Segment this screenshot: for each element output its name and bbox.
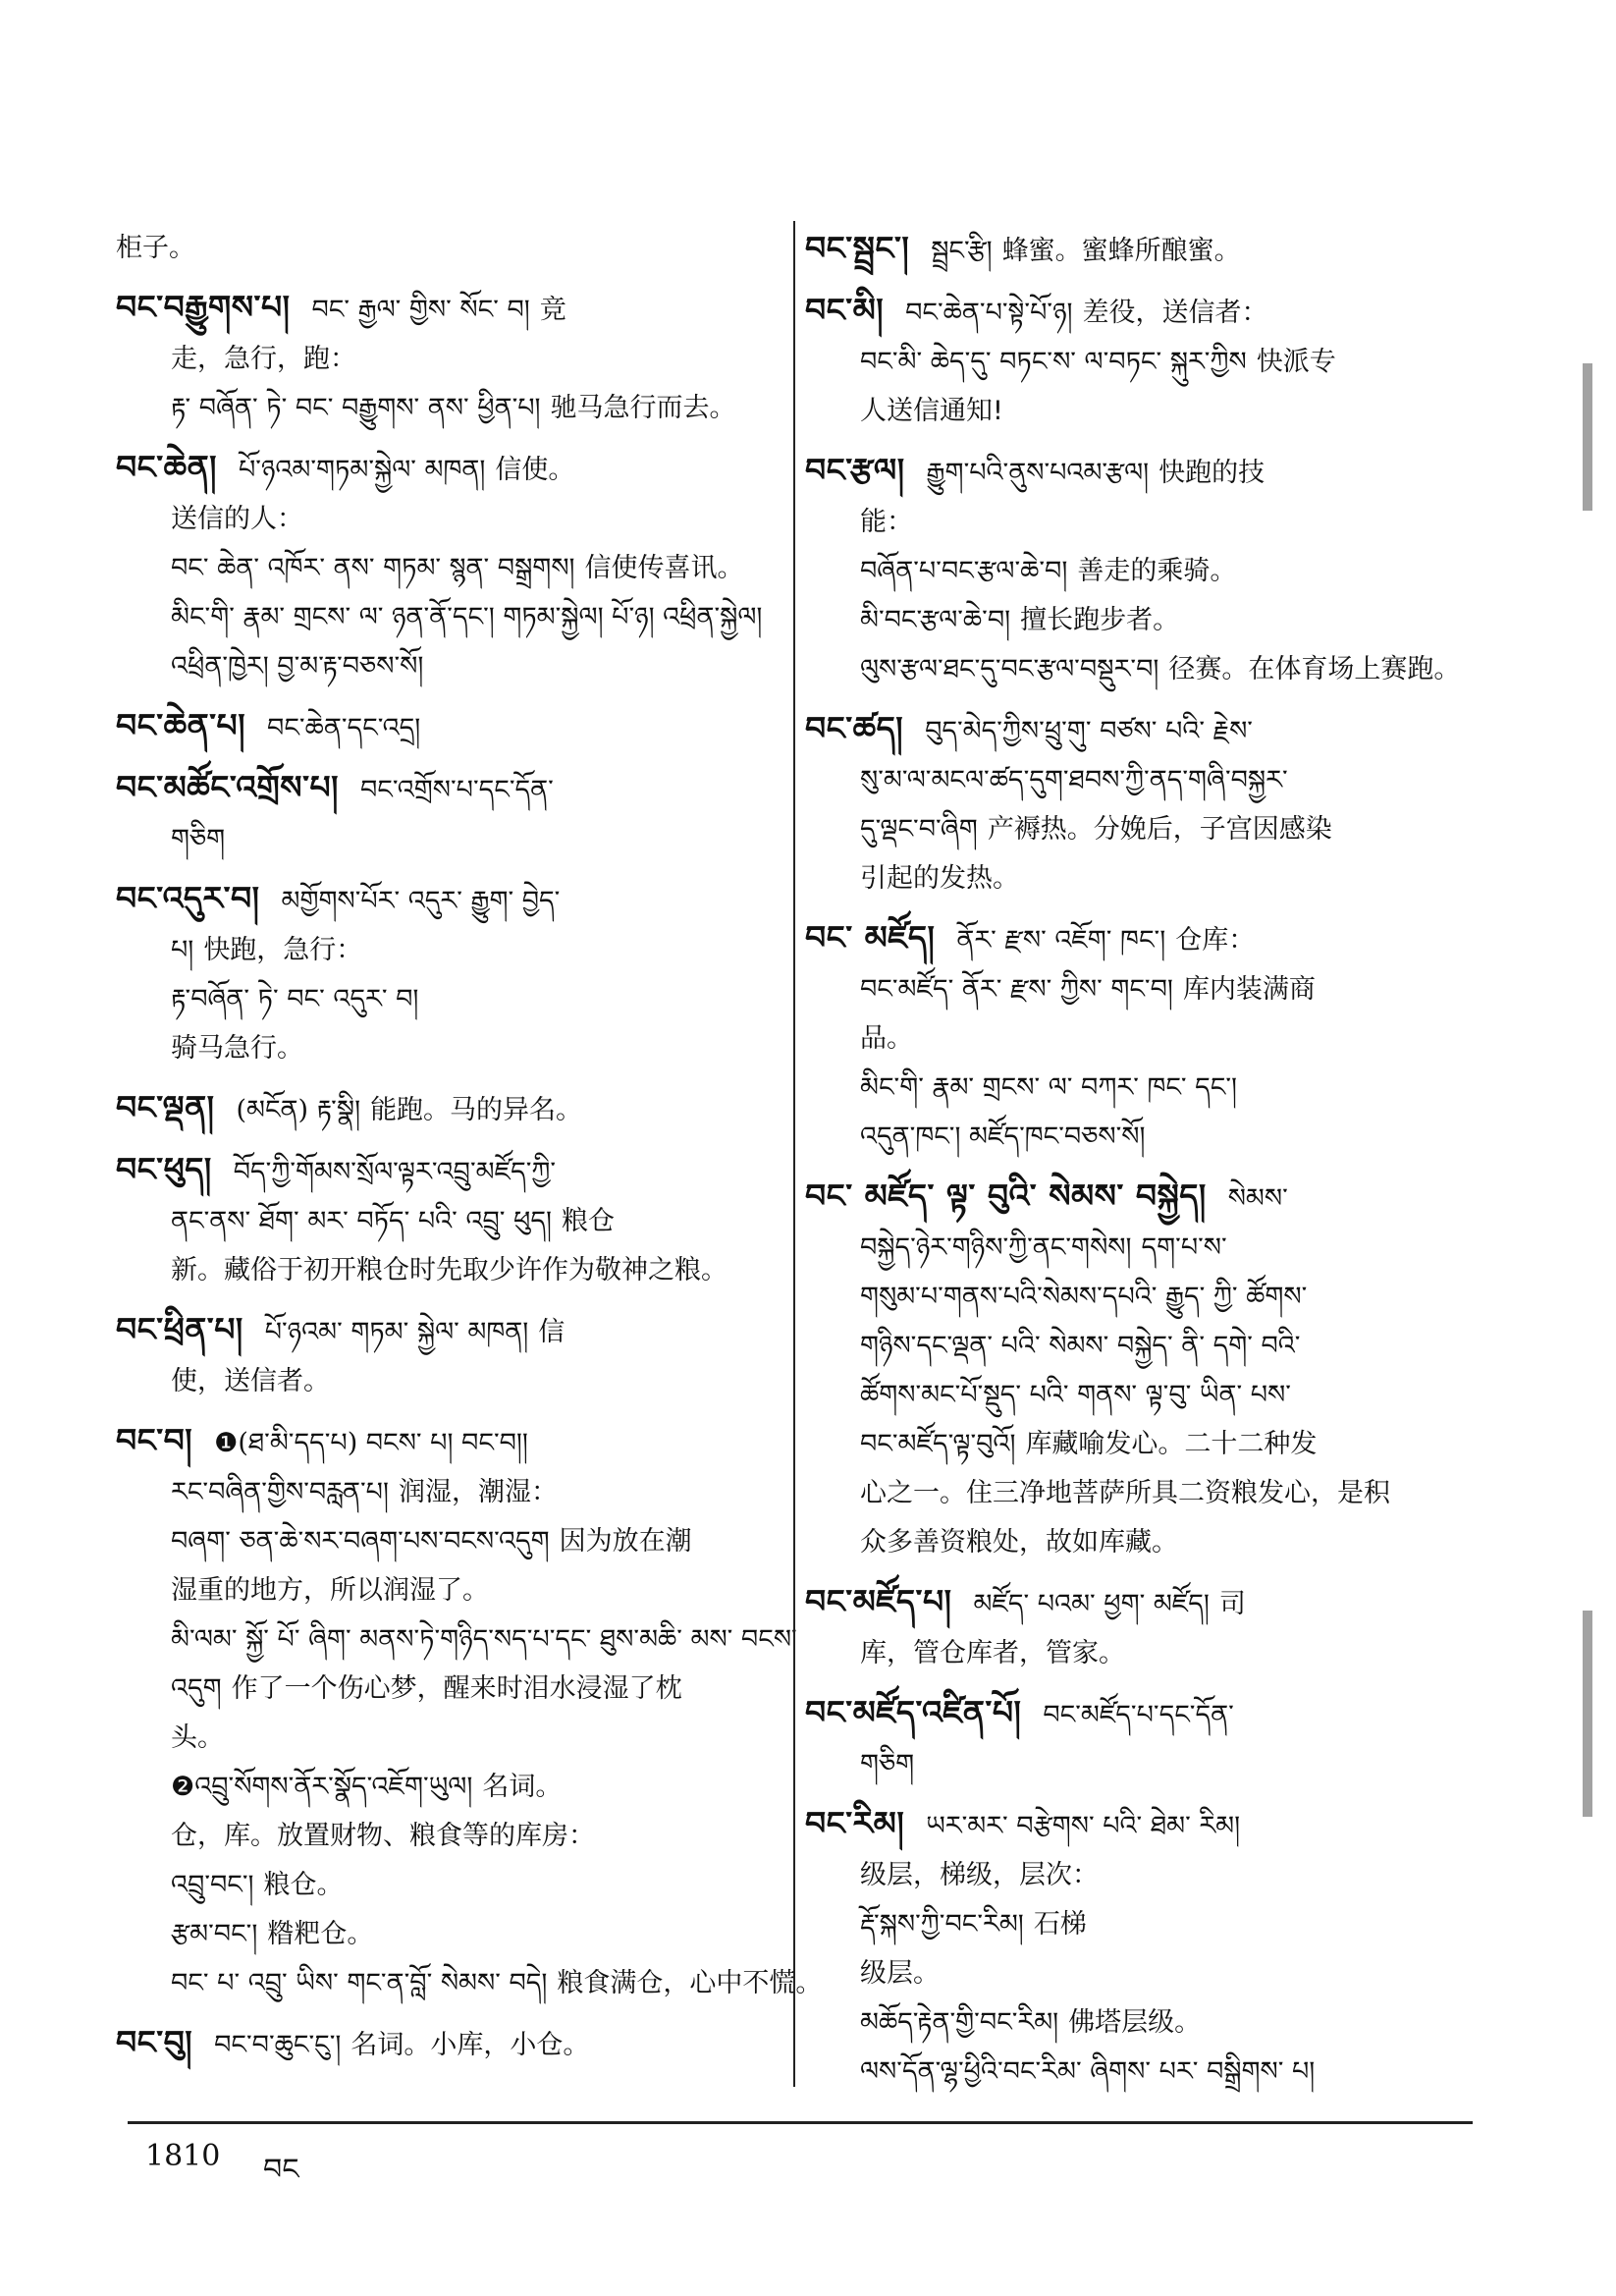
entry-headword: བང་འདུར་བ། [116, 879, 260, 917]
chinese-gloss: 心之一。住三净地菩萨所具二资粮发心，是积 [860, 1478, 1390, 1508]
entry-line [116, 1024, 772, 1073]
entry-line [116, 1910, 772, 1959]
tibetan-text: བང་མཛོད་ལྟ་བུའོ། [860, 1429, 1016, 1459]
tibetan-text: མཛོད་ པའམ་ ཕྱག་ མཛོད། [973, 1589, 1210, 1619]
tibetan-text: རྩམ་བང་། [171, 1919, 258, 1949]
entry-line [805, 704, 1473, 756]
entry-line [805, 498, 1473, 547]
entry-line [116, 1763, 772, 1812]
tibetan-text: གཅིག [860, 1749, 915, 1779]
chinese-gloss: 众多善资粮处，故如库藏。 [860, 1527, 1178, 1558]
entry-line [805, 1577, 1473, 1629]
dictionary-entry [805, 286, 1473, 436]
chinese-gloss: 仓库： [1175, 925, 1256, 956]
entry-line [116, 335, 772, 384]
entry-headword: བང་ཕུད། [116, 1150, 212, 1188]
entry-line [116, 1517, 772, 1566]
entry-line [805, 1224, 1473, 1273]
entry-headword: བང་བུ། [116, 2023, 193, 2061]
entry-line [805, 1518, 1473, 1567]
entry-line [116, 1357, 772, 1406]
entry-line [805, 1688, 1473, 1740]
chinese-gloss: 新。藏俗于初开粮仓时先取少许作为敬神之粮。 [171, 1255, 727, 1285]
dictionary-entry [116, 2018, 772, 2070]
chinese-gloss: 差役，送信者： [1082, 298, 1268, 328]
tibetan-text: པོ་ཉའམ་གཏམ་སྐྱེལ་ མཁན། [238, 455, 486, 485]
chinese-gloss: 引起的发热。 [860, 863, 1019, 894]
entry-headword: བང་མཛོད་འཛིན་པོ། [805, 1693, 1022, 1731]
entry-line [116, 1416, 772, 1468]
running-head: བང [263, 2153, 299, 2187]
entry-line [805, 1799, 1473, 1851]
entry-line [805, 224, 1473, 276]
chinese-gloss: 库，管仓库者，管家。 [860, 1638, 1125, 1668]
entry-line [116, 1305, 772, 1357]
chinese-gloss: 名词。 [482, 1772, 563, 1802]
chinese-gloss: 快派专 [1256, 347, 1336, 377]
chinese-gloss: 佛塔层级。 [1068, 2007, 1202, 2038]
chinese-gloss: 品。 [860, 1023, 913, 1054]
entry-headword: བང་ཆེན་པ། [116, 706, 246, 744]
chinese-gloss: 名词。小库，小仓。 [350, 2030, 590, 2060]
dictionary-entry [116, 1145, 772, 1295]
dictionary-entry [116, 224, 772, 273]
entry-line [805, 1322, 1473, 1371]
tibetan-text: ལས་དོན་ལྷ་ཕྱིའི་བང་རིམ་ ཞིགས་ པར་ བསྒྲིགས་ པ། [860, 2056, 1316, 2087]
tibetan-text: ཡར་མར་ བརྩེགས་ པའི་ ཐེམ་ རིམ། [926, 1811, 1241, 1841]
tibetan-text: མིང་གི་ རྣམ་ གྲངས་ ལ་ ཉན་ནོ་དང་། གཏམ་སྐྱེལ། པོ་ཉ། འཕྲིན་སྐྱེལ། [171, 602, 763, 632]
chinese-gloss: 人送信通知! [860, 396, 1003, 426]
dictionary-entry [805, 1577, 1473, 1678]
tibetan-text: འཕྲིན་ཁྱེར། བྱ་མ་རྟ་བཅས་སོ། [171, 651, 424, 682]
dictionary-entry [116, 874, 772, 1073]
entry-line [116, 384, 772, 433]
column-divider [793, 221, 795, 2087]
entry-line [805, 1629, 1473, 1678]
chinese-gloss: 蜂蜜。蜜蜂所酿蜜。 [1001, 236, 1241, 266]
entry-line [805, 286, 1473, 338]
entry-line [116, 1566, 772, 1615]
dictionary-entry [116, 1083, 772, 1135]
entry-line [805, 1851, 1473, 1900]
entry-headword: བང་ཆེན། [116, 448, 217, 486]
chinese-gloss: 竞 [539, 295, 566, 325]
entry-headword: བང་ མཛོད་ ལྟ་ བུའི་ སེམས་ བསྐྱེད། [805, 1176, 1207, 1215]
tibetan-text: བང་འགྲོས་པ་དང་དོན་ [359, 775, 554, 805]
chinese-gloss: 信使。 [495, 455, 575, 485]
entry-line [116, 874, 772, 926]
tibetan-text: བང་ཆེན་དང་འདྲ། [267, 713, 421, 743]
chinese-gloss: 因为放在潮 [559, 1526, 692, 1557]
entry-line [116, 593, 772, 642]
entry-headword: བང་ཕྲིན་པ། [116, 1310, 243, 1348]
chinese-gloss: 级层，梯级，层次： [860, 1860, 1099, 1890]
footer-rule [128, 2121, 1473, 2124]
chinese-gloss: 擅长跑步者。 [1020, 605, 1180, 635]
entry-line [116, 544, 772, 593]
entry-line [805, 1469, 1473, 1518]
tibetan-text: བང་བ་ཆུང་ངུ་། [214, 2030, 342, 2060]
tibetan-text: མགྱོགས་པོར་ འདུར་ རྒྱུག་ བྱེད་ [281, 886, 561, 916]
entry-line [805, 1113, 1473, 1162]
chinese-gloss: 糌粑仓。 [267, 1919, 374, 1949]
entry-line [805, 1273, 1473, 1322]
entry-headword: བང་མི། [805, 291, 885, 329]
tibetan-text: སུ་མ་ལ་མངལ་ཚད་དུག་ཐབས་ཀྱི་ནད་གཞི་བསྐྱར་ [860, 765, 1288, 795]
entry-line [116, 1959, 823, 2008]
entry-headword: བང་རྩལ། [805, 451, 905, 489]
chinese-gloss: 级层。 [860, 1958, 940, 1989]
dictionary-entry [116, 701, 772, 753]
dictionary-entry [116, 763, 772, 864]
chinese-gloss: 驰马急行而去。 [550, 393, 736, 423]
entry-headword: བང་རིམ། [805, 1804, 905, 1842]
chinese-gloss: 快跑，急行： [203, 935, 363, 965]
entry-line [805, 547, 1473, 596]
entry-line [116, 1083, 772, 1135]
chinese-gloss: 作了一个伤心梦，醒来时泪水浸湿了枕 [231, 1673, 682, 1704]
entry-line [805, 913, 1473, 965]
tibetan-text: མི་ལམ་ སྐྱོ་ པོ་ ཞིག་ མནས་ཏེ་གཉིད་སད་པ་དང་ ཐུས་མཆི་ མས་ བངས་ [171, 1624, 797, 1655]
dictionary-entry [805, 446, 1473, 694]
tibetan-text: ❶(ཐ་མི་དད་པ) བངས་ པ། བང་བ།། [214, 1428, 528, 1458]
entry-line [805, 645, 1473, 694]
entry-line [116, 443, 772, 495]
tibetan-text: པོ་ཉའམ་ གཏམ་ སྐྱེལ་ མཁན། [264, 1317, 529, 1347]
dictionary-entry [805, 1172, 1473, 1567]
tibetan-text: ལུས་རྩལ་ཐང་དུ་བང་རྩལ་བསྡུར་བ། [860, 654, 1159, 684]
dictionary-entry [805, 1688, 1473, 1789]
entry-line [805, 1371, 1473, 1420]
chinese-gloss: 柜子。 [116, 233, 195, 263]
chinese-gloss: 司 [1218, 1589, 1246, 1619]
entry-headword: བང་བ། [116, 1421, 193, 1459]
entry-line [805, 446, 1473, 498]
dictionary-entry [805, 704, 1473, 903]
tibetan-text: མིང་གི་ རྣམ་ གྲངས་ ལ་ བཀར་ ཁང་ དང་། [860, 1072, 1238, 1103]
chinese-gloss: 仓，库。放置财物、粮食等的库房： [171, 1821, 595, 1851]
chinese-gloss: 快跑的技 [1158, 458, 1266, 488]
entry-line [805, 596, 1473, 645]
tibetan-text: སེམས་ [1227, 1183, 1288, 1214]
entry-line [805, 1949, 1473, 1998]
tibetan-text: བང་ རྒྱལ་ གྱིས་ སོང་ བ། [311, 295, 530, 325]
tibetan-text: (མངོན) རྟ་སྣི། [236, 1095, 361, 1125]
entry-line [805, 1172, 1473, 1224]
entry-line [116, 763, 772, 815]
chinese-gloss: 石梯 [1033, 1909, 1087, 1940]
entry-line [116, 1861, 772, 1910]
entry-line [805, 1014, 1473, 1064]
tibetan-text: རང་བཞིན་གྱིས་བརླན་པ། [171, 1477, 389, 1507]
tibetan-text: བོད་ཀྱི་གོམས་སྲོལ་ལྟར་འབྲུ་མཛོད་ཀྱི་ [233, 1157, 557, 1187]
chinese-gloss: 库内装满商 [1182, 974, 1316, 1005]
tibetan-text: བུད་མེད་ཀྱིས་ཕྲུ་གུ་ བཙས་ པའི་ རྗེས་ [925, 716, 1253, 746]
tibetan-text: ནང་ནས་ ཐོག་ མར་ བཏོད་ པའི་ འབྲུ་ ཕུད། [171, 1206, 552, 1236]
chinese-gloss: 骑马急行。 [171, 1033, 303, 1064]
tibetan-text: ❷འབྲུ་སོགས་ནོར་སྣོད་འཇོག་ཡུལ། [171, 1772, 473, 1802]
tibetan-text: རྟ་ བཞོན་ ཏེ་ བང་ བརྒྱུགས་ ནས་ ཕྱིན་པ། [171, 393, 541, 423]
entry-line [116, 975, 772, 1024]
entry-line [805, 1740, 1473, 1789]
entry-line [805, 1900, 1473, 1949]
entry-line [116, 1665, 772, 1714]
entry-line [116, 1615, 797, 1665]
entry-line [805, 338, 1473, 387]
dictionary-entry [116, 1416, 823, 2008]
chinese-gloss: 头。 [171, 1722, 224, 1753]
chinese-gloss: 能跑。马的异名。 [370, 1095, 583, 1125]
tibetan-text: དུ་ལྡང་བ་ཞིག [860, 814, 978, 845]
tibetan-text: བང་མཛོད་ ནོར་ རྫས་ ཀྱིས་ གང་བ། [860, 974, 1173, 1005]
entry-line [116, 1468, 772, 1517]
entry-headword: བང་སྦྲང་། [805, 229, 910, 267]
tibetan-text: མཆོད་རྟེན་གྱི་བང་རིམ། [860, 2007, 1059, 2038]
entry-line [116, 815, 772, 864]
dictionary-entry [805, 1799, 1473, 2097]
entry-line [116, 926, 772, 975]
chinese-gloss: 能： [860, 507, 913, 537]
tibetan-text: རྟ་བཞོན་ ཏེ་ བང་ འདུར་ བ། [171, 984, 419, 1014]
chinese-gloss: དག་པ་ས་ [1141, 1232, 1227, 1263]
tibetan-text: པ། [171, 935, 194, 965]
entry-line [116, 1197, 772, 1246]
chinese-gloss: 粮仓 [561, 1206, 615, 1236]
entry-line [116, 2018, 772, 2070]
right-column [805, 224, 1473, 2106]
chinese-gloss: 润湿，潮湿： [398, 1477, 558, 1507]
chinese-gloss: 走，急行，跑： [171, 344, 356, 374]
entry-line [116, 224, 772, 273]
entry-line [116, 1246, 772, 1295]
chinese-gloss: 使，送信者。 [171, 1366, 330, 1396]
tibetan-text: བང་ ཆེན་ འཁོར་ ནས་ གཏམ་ སྙན་ བསྒྲགས། [171, 553, 575, 583]
dictionary-entry [805, 913, 1473, 1162]
entry-headword: བང་མཛོད་པ། [805, 1582, 952, 1620]
chinese-gloss: 湿重的地方，所以润湿了。 [171, 1575, 489, 1606]
tibetan-text: སྦྲང་རྩི། [931, 236, 993, 266]
entry-line [116, 1812, 772, 1861]
tibetan-text: གཉིས་དང་ལྡན་ པའི་ སེམས་ བསྐྱེད་ ནི་ དགེ་ བའི་ [860, 1331, 1301, 1361]
chinese-gloss: 信使传喜讯。 [584, 553, 744, 583]
tibetan-text: རྡོ་སྐས་ཀྱི་བང་རིམ། [860, 1909, 1024, 1940]
chinese-gloss: 信 [538, 1317, 566, 1347]
chinese-gloss: 粮食满仓，心中不慌。 [557, 1968, 823, 1998]
tibetan-text: འདུན་ཁང་། མཛོད་ཁང་བཅས་སོ། [860, 1121, 1146, 1152]
tibetan-text: རྒྱུག་པའི་ནུས་པའམ་རྩལ། [926, 458, 1150, 488]
entry-line [805, 1420, 1473, 1469]
entry-headword: བང་མཚོང་འགྲོས་པ། [116, 768, 339, 806]
entry-line [805, 1064, 1473, 1113]
dictionary-entry [805, 224, 1473, 276]
entry-headword: བང་ མཛོད། [805, 918, 936, 957]
entry-line [116, 1714, 772, 1763]
page-number: 1810 [145, 2139, 221, 2173]
entry-headword: བང་བརྒྱུགས་པ། [116, 288, 291, 326]
left-column [116, 224, 823, 2080]
tibetan-text: གཅིག [171, 824, 226, 854]
entry-line [116, 495, 772, 544]
chinese-gloss: 粮仓。 [263, 1870, 344, 1900]
entry-line [116, 642, 772, 691]
tibetan-text: བཞོན་པ་བང་རྩལ་ཆེ་བ། [860, 556, 1068, 586]
entry-line [805, 965, 1473, 1014]
entry-line [805, 2048, 1473, 2097]
chinese-gloss: 库藏喻发心。二十二种发 [1025, 1429, 1318, 1459]
tibetan-text: མི་བང་རྩལ་ཆེ་བ། [860, 605, 1011, 635]
tibetan-text: ཚོགས་མང་པོ་སྡུད་ པའི་ གནས་ ལྟ་བུ་ ཡིན་ པས་ [860, 1380, 1291, 1410]
scan-margin-mark [1583, 1611, 1592, 1817]
entry-line [805, 1998, 1473, 2048]
chinese-gloss: 产褥热。分娩后，子宫因感染 [987, 814, 1332, 845]
tibetan-text: བང་མཛོད་པ་དང་དོན་ [1043, 1700, 1234, 1730]
tibetan-text: གསུམ་པ་གནས་པའི་སེམས་དཔའི་ རྒྱུད་ ཀྱི་ ཚོགས་ [860, 1282, 1308, 1312]
entry-headword: བང་ཚད། [805, 709, 904, 747]
entry-line [805, 805, 1473, 854]
entry-line [116, 283, 772, 335]
scan-margin-mark [1583, 363, 1592, 511]
entry-line [805, 854, 1473, 903]
tibetan-text: འདུག [171, 1673, 222, 1704]
chinese-gloss: 送信的人： [171, 504, 303, 534]
tibetan-text: བང་ པ་ འབྲུ་ ཡིས་ གང་ན་བློ་ སེམས་ བདེ། [171, 1968, 548, 1998]
entry-headword: བང་ལྡན། [116, 1088, 215, 1126]
chinese-gloss: 善走的乘骑。 [1077, 556, 1237, 586]
tibetan-text: བསྐྱེད་ཉེར་གཉིས་ཀྱི་ནང་གསེས། [860, 1232, 1132, 1263]
entry-line [116, 1145, 772, 1197]
tibetan-text: བང་མི་ ཆེད་དུ་ བཏང་ས་ ལ་བཏང་ སྐུར་ཀྱིས [860, 347, 1247, 377]
chinese-gloss: 径赛。在体育场上赛跑。 [1168, 654, 1461, 684]
entry-line [116, 701, 772, 753]
dictionary-entry [116, 443, 772, 691]
dictionary-entry [116, 283, 772, 433]
tibetan-text: བང་ཆེན་པ་སྟེ་པོ་ཉ། [905, 298, 1073, 328]
tibetan-text: འབྲུ་བང་། [171, 1870, 254, 1900]
entry-line [805, 756, 1473, 805]
tibetan-text: ནོར་ རྫས་ འཇོག་ ཁང་། [956, 925, 1166, 956]
entry-line [805, 387, 1473, 436]
tibetan-text: བཞག་ ཅན་ཆེ་སར་བཞག་པས་བངས་འདུག [171, 1526, 550, 1557]
dictionary-entry [116, 1305, 772, 1406]
